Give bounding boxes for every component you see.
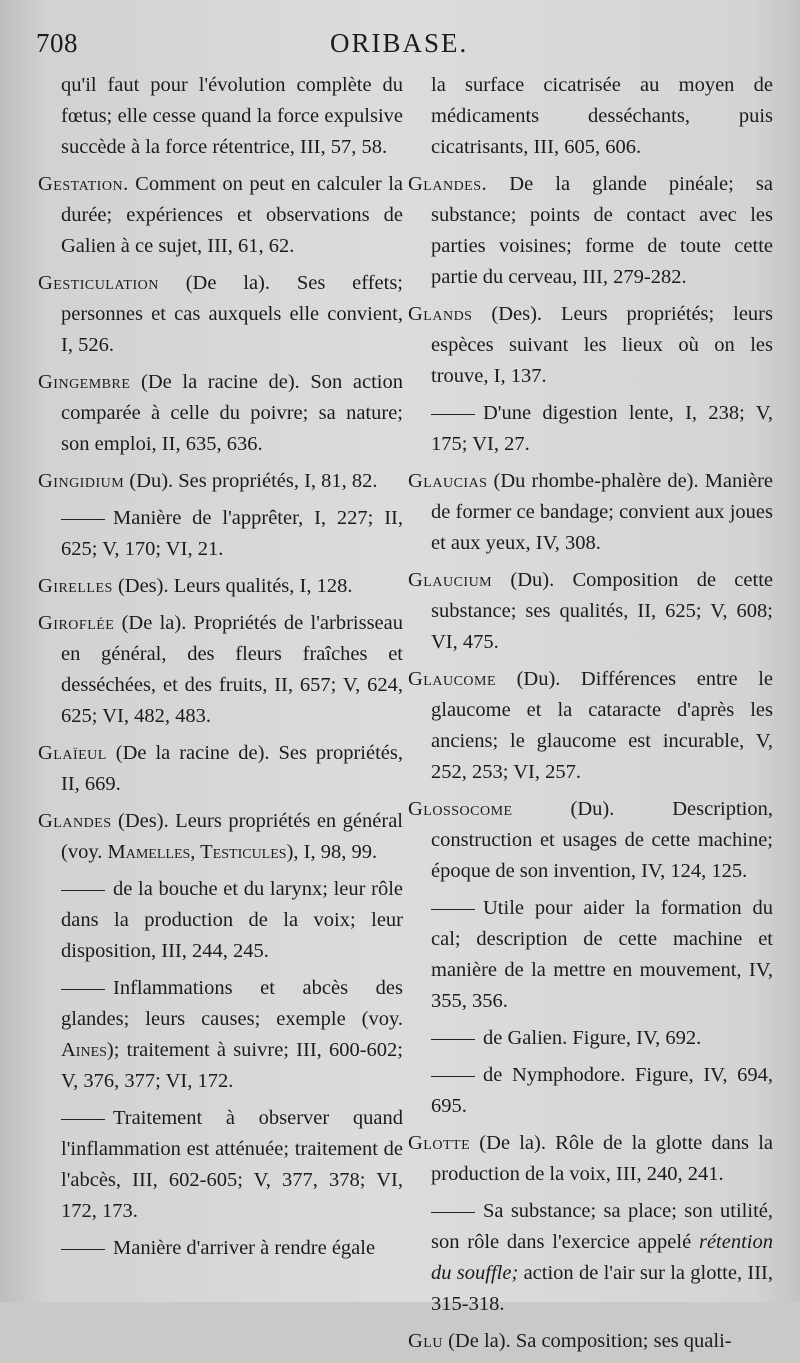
index-entry [408, 1128, 773, 1190]
entry-text: (Du). Composition de cette substance; ses qualités, II, 625; V, 608; VI, 475. [431, 569, 773, 653]
entry-text: Manière d'arriver à rendre égale [113, 1237, 376, 1259]
index-subentry [38, 973, 403, 1097]
entry-text: De la glande pinéale; sa substance; points de contact avec les parties voisines; forme de toute cette partie du cerveau, III, 279-282. [431, 173, 773, 288]
entry-text: (Du). Différences entre le glaucome et la cataracte d'après les anciens; le glaucome est incurable, V, 252, 253; VI, 257. [431, 668, 773, 783]
dash-rule [431, 1212, 475, 1213]
entry-text: ); traitement à suivre; III, 600-602; V, 376, 377; VI, 172. [61, 1039, 403, 1092]
entry-headword: Girelles [38, 575, 113, 597]
dash-rule [431, 1039, 475, 1040]
entry-text: Utile pour aider la formation du cal; description de cette machine et manière de la mettre en mouvement, IV, 355, 356. [431, 897, 773, 1012]
entry-text: Traitement à observer quand l'inflammation est atténuée; traitement de l'abcès, III, 602-605; V, 377, 378; VI, 172, 173. [61, 1107, 403, 1222]
cross-reference: Mamelles, Testicules [107, 841, 287, 863]
entry-text: action de l'air sur la glotte, III, 315-318. [431, 1262, 773, 1315]
dash-rule [61, 519, 105, 520]
dash-rule [431, 1076, 475, 1077]
running-title: ORIBASE. [330, 28, 469, 58]
entry-text: (De la). Rôle de la glotte dans la production de la voix, III, 240, 241. [431, 1132, 773, 1185]
index-entry [38, 608, 403, 732]
entry-text: de Galien. Figure, IV, 692. [483, 1027, 702, 1049]
page-number: 708 [36, 28, 78, 58]
index-entry [38, 466, 403, 497]
dash-rule [61, 1119, 105, 1120]
entry-text: (Du rhombe-phalère de). Manière de former ce bandage; convient aux joues et aux yeux, IV, 308. [431, 470, 773, 554]
page-header [0, 26, 800, 62]
dash-rule [431, 909, 475, 910]
index-entry [408, 299, 773, 392]
entry-headword: Gestation. [38, 173, 129, 195]
index-entry [408, 794, 773, 887]
index-entry [38, 70, 403, 163]
entry-text: (De la racine de). Son action comparée à celle du poivre; sa nature; son emploi, II, 635, 636. [61, 371, 403, 455]
entry-headword: Glaïeul [38, 742, 107, 764]
entry-headword: Glossocome [408, 798, 513, 820]
index-subentry [408, 398, 773, 460]
index-entry [408, 466, 773, 559]
index-entry [38, 571, 403, 602]
index-subentry [408, 893, 773, 1017]
entry-text: Manière de l'apprêter, I, 227; II, 625; V, 170; VI, 21. [61, 507, 403, 560]
index-entry [38, 367, 403, 460]
entry-headword: Glaucome [408, 668, 497, 690]
entry-text: (Des). Leurs propriétés en général (voy. [61, 810, 403, 863]
entry-text: qu'il faut pour l'évolution complète du fœtus; elle cesse quand la force expulsive succède à la force rétentrice, III, 57, 58. [61, 74, 403, 158]
index-entry [408, 565, 773, 658]
cross-reference: Aines [61, 1039, 107, 1061]
italic-term: rétention du souffle; [431, 1231, 773, 1284]
dash-rule [431, 414, 475, 415]
entry-text: Comment on peut en calculer la durée; expériences et observations de Galien à ce sujet, III, 61, 62. [61, 173, 403, 257]
entry-headword: Gingembre [38, 371, 131, 393]
entry-headword: Gingidium [38, 470, 125, 492]
entry-text: (De la racine de). Ses propriétés, II, 669. [61, 742, 403, 795]
entry-text: (Des). Leurs propriétés; leurs espèces suivant les lieux où on les trouve, I, 137. [431, 303, 773, 387]
index-subentry [408, 1060, 773, 1122]
index-subentry [408, 1023, 773, 1054]
index-subentry [408, 1196, 773, 1320]
dash-rule [61, 1249, 105, 1250]
entry-headword: Giroflée [38, 612, 115, 634]
entry-text: ), I, 98, 99. [286, 841, 378, 863]
left-column [38, 70, 403, 1270]
entry-text: de Nymphodore. Figure, IV, 694, 695. [431, 1064, 773, 1117]
index-entry [408, 664, 773, 788]
index-subentry [38, 1103, 403, 1227]
index-entry [408, 169, 773, 293]
entry-text: de la bouche et du larynx; leur rôle dans la production de la voix; leur disposition, III, 244, 245. [61, 878, 403, 962]
entry-headword: Glands [408, 303, 473, 325]
entry-headword: Gesticulation [38, 272, 159, 294]
entry-text: Sa substance; sa place; son utilité, son rôle dans l'exercice appelé [431, 1200, 773, 1253]
index-subentry [38, 874, 403, 967]
index-entry [408, 70, 773, 163]
entry-headword: Glandes [38, 810, 112, 832]
entry-text: (De la). Ses effets; personnes et cas auxquels elle convient, I, 526. [61, 272, 403, 356]
entry-headword: Glaucium [408, 569, 493, 591]
entry-headword: Glu [408, 1330, 443, 1352]
entry-text: Inflammations et abcès des glandes; leurs causes; exemple (voy. [61, 977, 403, 1030]
index-entry [38, 268, 403, 361]
entry-headword: Glandes. [408, 173, 488, 195]
right-column [408, 70, 773, 1363]
entry-text: la surface cicatrisée au moyen de médicaments desséchants, puis cicatrisants, III, 605, 606. [431, 74, 773, 158]
entry-text: (Du). Ses propriétés, I, 81, 82. [124, 470, 378, 492]
index-entry [38, 738, 403, 800]
entry-text: D'une digestion lente, I, 238; V, 175; VI, 27. [431, 402, 773, 455]
entry-text: (Des). Leurs qualités, I, 128. [112, 575, 353, 597]
dash-rule [61, 890, 105, 891]
index-entry [38, 806, 403, 868]
entry-headword: Glotte [408, 1132, 471, 1154]
index-entry [408, 1326, 773, 1357]
entry-text: (De la). Sa composition; ses quali- [442, 1330, 732, 1352]
index-entry [38, 169, 403, 262]
index-subentry [38, 503, 403, 565]
entry-text: (De la). Propriétés de l'arbrisseau en général, des fleurs fraîches et desséchées, et des fruits, II, 657; V, 624, 625; VI, 482, 483. [61, 612, 403, 727]
dash-rule [61, 989, 105, 990]
index-subentry [38, 1233, 403, 1264]
entry-text: (Du). Description, construction et usages de cette machine; époque de son invention, IV, 124, 125. [431, 798, 773, 882]
entry-headword: Glaucias [408, 470, 488, 492]
